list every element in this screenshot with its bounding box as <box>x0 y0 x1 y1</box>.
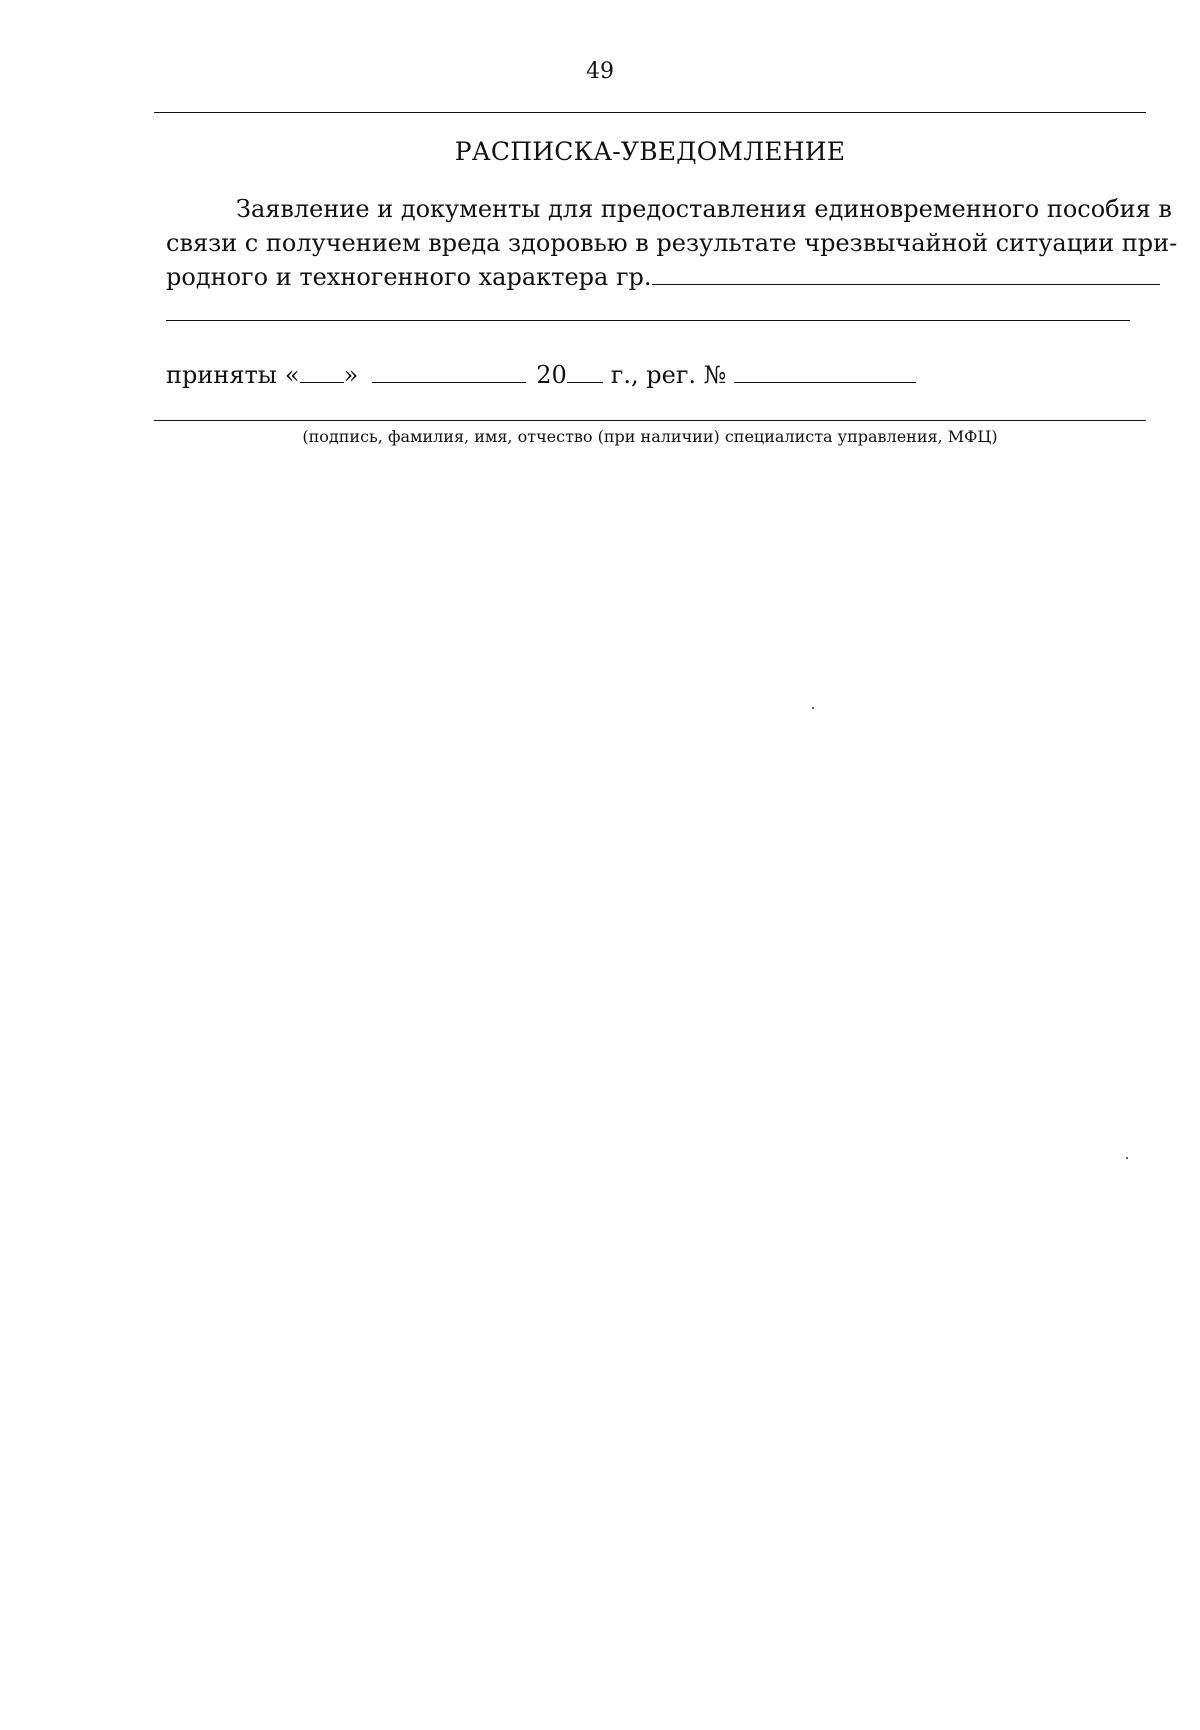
year-prefix: 20 <box>536 361 567 389</box>
accepted-label: приняты <box>166 361 277 389</box>
citizen-name-continuation-blank <box>166 320 1130 321</box>
page-number: 49 <box>586 59 614 84</box>
year-blank <box>567 358 603 383</box>
close-quote: » <box>343 361 359 389</box>
scan-speck <box>1126 1157 1128 1159</box>
paragraph-line-2: связи с получением вреда здоровью в результате чрезвычайной ситуации при- <box>166 229 1178 257</box>
paragraph-line-1: Заявление и документы для предоставления единовременного пособия в <box>236 195 1172 223</box>
day-blank <box>300 358 344 383</box>
accepted-line <box>166 358 916 392</box>
citizen-name-blank <box>652 260 1160 285</box>
header-divider <box>154 112 1146 113</box>
paragraph-line-3 <box>166 260 1136 294</box>
document-title: РАСПИСКА-УВЕДОМЛЕНИЕ <box>454 137 846 166</box>
signature-caption: (подпись, фамилия, имя, отчество (при наличии) специалиста управления, МФЦ) <box>302 427 998 446</box>
scan-speck <box>812 707 814 709</box>
reg-number-label: г., рег. № <box>610 361 727 389</box>
signature-line <box>154 420 1146 421</box>
month-blank <box>372 358 526 383</box>
paragraph-line-3-text: родного и техногенного характера гр. <box>166 263 652 291</box>
open-quote: « <box>284 361 300 389</box>
reg-number-blank <box>734 358 916 383</box>
